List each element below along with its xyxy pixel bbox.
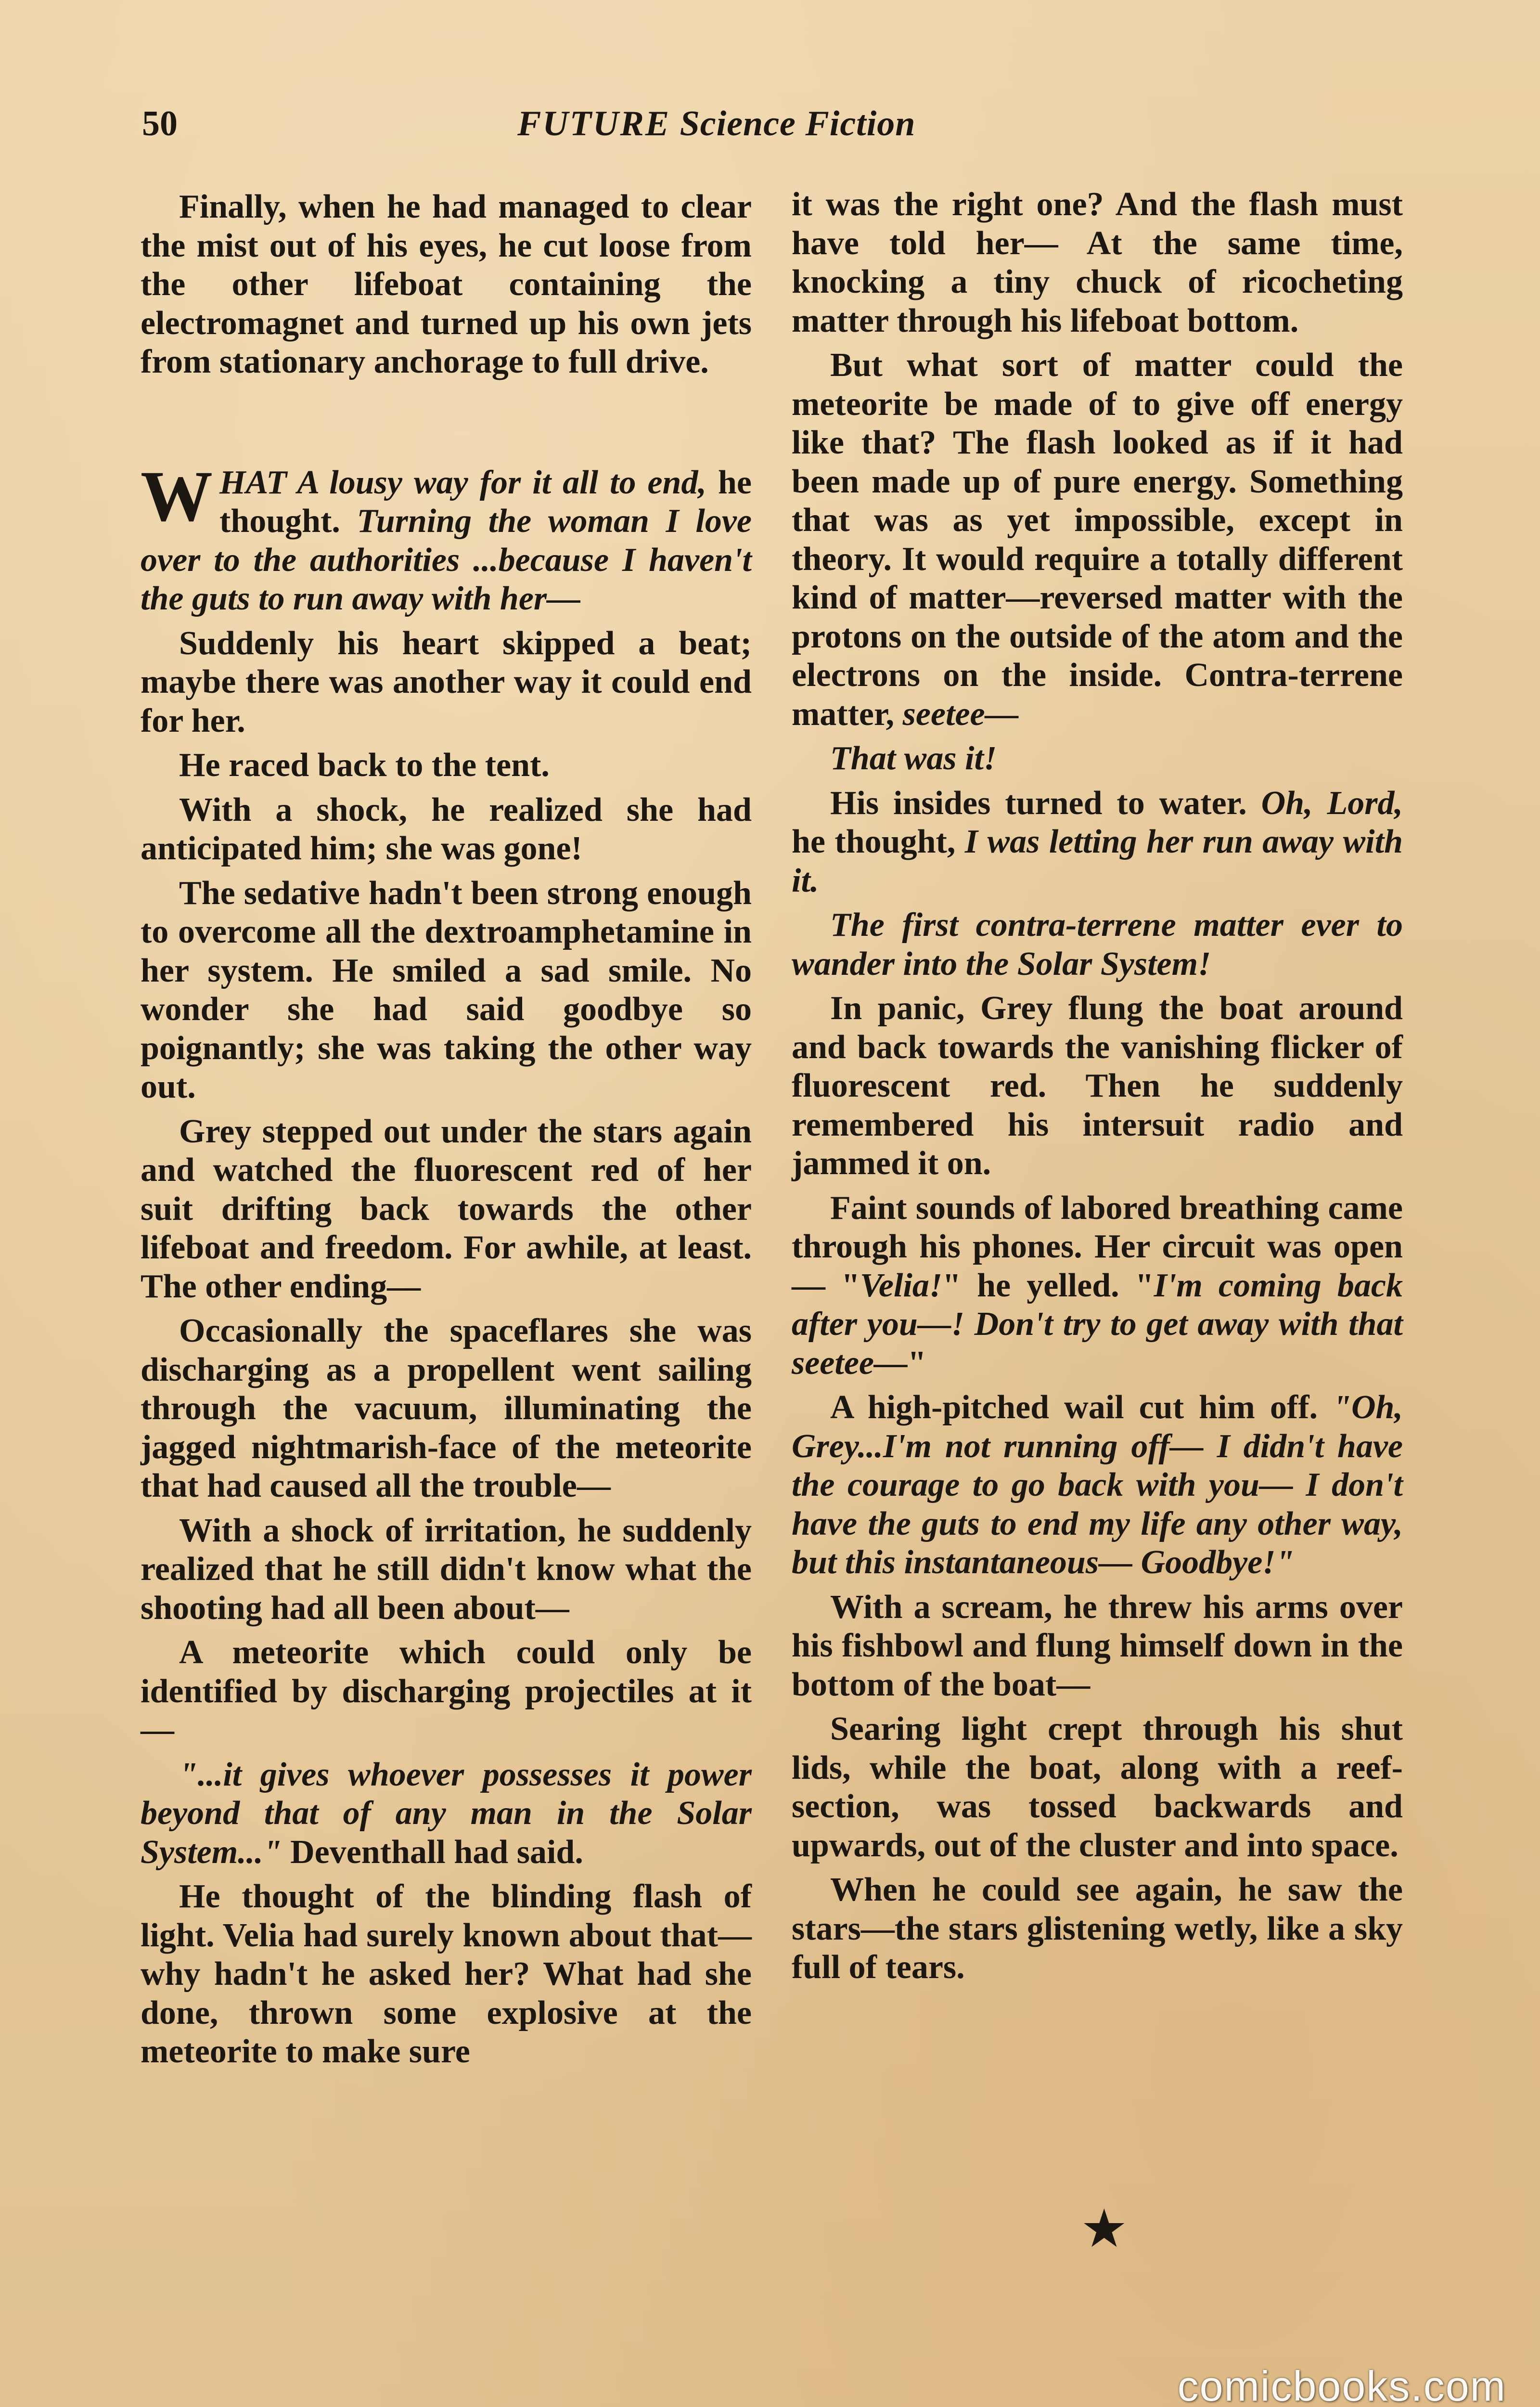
paragraph: When he could see again, he saw the stars—the stars glistening wetly, like a sky full of tears.	[792, 1871, 1403, 1986]
italic-text: Oh, Lord,	[1261, 784, 1403, 822]
page-header	[142, 104, 1268, 156]
text-run: he thought,	[792, 823, 965, 860]
italic-text: I was letting her run away with it.	[792, 823, 1403, 899]
text-run: A high-pitched wail cut him off.	[830, 1389, 1333, 1426]
paragraph	[792, 1388, 1403, 1582]
paragraph-continued: it was the right one? And the flash must have told her— At the same time, knocking a tiny chuck of ricocheting matter through his lifeboat bottom.	[792, 186, 1403, 339]
end-of-story-star-icon: ★	[1080, 2200, 1128, 2258]
text-run: His insides turned to water.	[830, 784, 1261, 822]
paragraph: With a shock, he realized she had anticipated him; she was gone!	[141, 791, 752, 867]
italic-text: Turning the woman I love over to the authorities ...because I haven't the guts to run away with her—	[141, 503, 752, 617]
paragraph	[141, 1756, 752, 1872]
right-column	[792, 185, 1403, 1993]
paragraph: Finally, when he had managed to clear the mist out of his eyes, he cut loose from the other lifeboat containing the electromagnet and turned up his own jets from stationary anchorage to full drive.	[141, 188, 752, 380]
paragraph: Suddenly his heart skipped a beat; maybe there was another way it could end for her.	[141, 624, 752, 739]
text-run: Faint sounds of labored breathing came through his phones. Her circuit was open— "	[792, 1189, 1403, 1304]
running-title-magazine: FUTURE	[517, 104, 671, 143]
paragraph: With a scream, he threw his arms over his fishbowl and flung himself down in the bottom of the boat—	[792, 1588, 1403, 1703]
paragraph: Occasionally the spaceflares she was discharging as a propellent went sailing through the vacuum, illuminating the jagged nightmarish-face of the meteorite that had caused all the trouble—	[141, 1312, 752, 1504]
left-column	[141, 188, 752, 2077]
paragraph: The sedative hadn't been strong enough to overcome all the dextroamphetamine in her system. He smiled a sad smile. No wonder she had said goodbye so poignantly; she was taking the other way out.	[141, 874, 752, 1105]
italic-text: "Oh, Grey...I'm not running off— I didn't have the courage to go back with you— I don't have the guts to end my life any other way, but this instantaneous— Goodbye!"	[792, 1389, 1403, 1581]
paragraph: He raced back to the tent.	[179, 747, 550, 784]
paragraph: Grey stepped out under the stars again and watched the fluorescent red of her suit drifting back towards the other lifeboat and freedom. For awhile, at least. The other ending—	[141, 1113, 752, 1305]
paragraph: He thought of the blinding flash of light. Velia had surely known about that—why hadn't he asked her? What had she done, thrown some explosive at the meteorite to make sure	[141, 1878, 752, 2070]
text-run: " he yelled. "	[942, 1267, 1154, 1304]
text-run: he thought.	[219, 464, 752, 540]
paragraph	[792, 1189, 1403, 1383]
running-title-subtitle: Science Fiction	[680, 104, 916, 143]
text-run: "	[907, 1344, 926, 1382]
watermark-logo: comicbooks.com	[1177, 2362, 1506, 2407]
drop-cap: W	[141, 456, 213, 536]
paragraph: In panic, Grey flung the boat around and back towards the vanishing flicker of fluorescent red. Then he suddenly remembered his intersuit radio and jammed it on.	[792, 990, 1403, 1182]
italic-text: I'm coming back after you—! Don't try to get away with that seetee—	[792, 1267, 1403, 1382]
running-title	[517, 104, 915, 144]
paragraph: With a shock of irritation, he suddenly realized that he still didn't know what the shooting had all been about—	[141, 1512, 752, 1627]
paragraph	[792, 784, 1403, 901]
italic-text: seetee—	[902, 695, 1019, 733]
text-run: Deventhall had said.	[282, 1833, 583, 1871]
italic-text: HAT A lousy way for it all to end,	[219, 464, 706, 501]
paragraph-italic: The first contra-terrene matter ever to wander into the Solar System!	[792, 906, 1403, 983]
page-number: 50	[142, 104, 178, 143]
italic-text: Velia!	[860, 1267, 943, 1304]
paragraph	[792, 346, 1403, 734]
paragraph-italic: That was it!	[830, 740, 997, 777]
text-run: But what sort of matter could the meteorite be made of to give off energy like that? The flash looked as if it had been made up of pure energy. Something that was as yet impossible, except in theory. It would require a totally different kind of matter—reversed matter with the protons on the outside of the atom and the electrons on the inside. Contra-terrene matter,	[792, 347, 1403, 733]
paragraph-section-start	[141, 456, 752, 619]
paragraph: Searing light crept through his shut lids, while the boat, along with a reef-section, was tossed backwards and upwards, out of the cluster and into space.	[792, 1710, 1403, 1864]
italic-quote: "...it gives whoever possesses it power beyond that of any man in the Solar System..."	[141, 1756, 752, 1871]
paragraph: A meteorite which could only be identified by discharging projectiles at it—	[141, 1634, 752, 1748]
